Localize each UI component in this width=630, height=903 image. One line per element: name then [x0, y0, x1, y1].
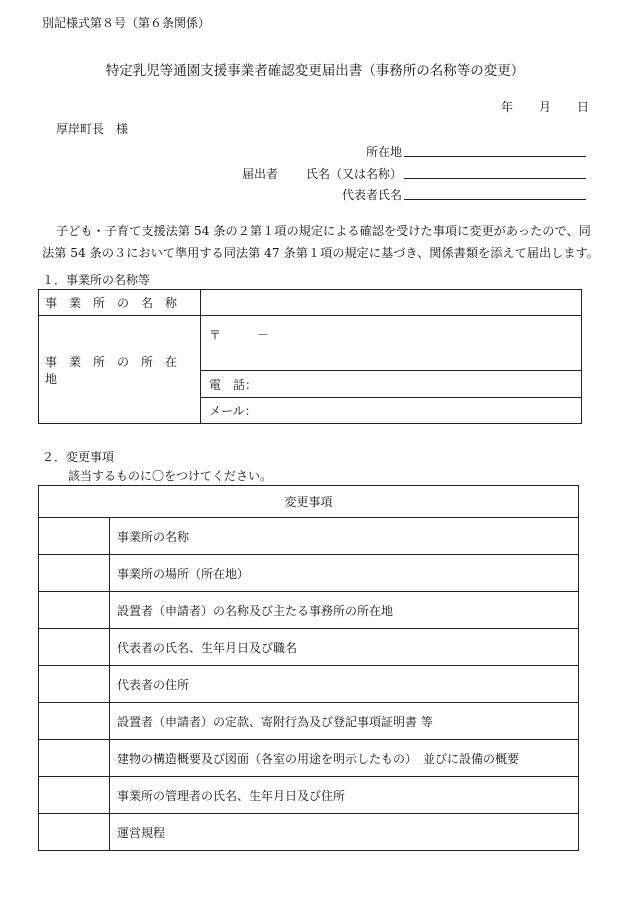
address-label: 所在地 — [366, 145, 403, 159]
change-item: 運営規程 — [110, 814, 579, 851]
change-item: 設置者（申請者）の名称及び主たる事務所の所在地 — [110, 592, 579, 629]
facility-address-label: 事 業 所 の 所 在 地 — [39, 316, 201, 424]
email-field[interactable]: メール： — [201, 398, 582, 424]
page-title: 特定乳児等通園支援事業者確認変更届出書（事務所の名称等の変更） — [105, 63, 525, 79]
addressee: 厚岸町長 様 — [56, 122, 129, 136]
address-line[interactable] — [404, 143, 586, 157]
mark-cell[interactable] — [39, 555, 110, 592]
body-line-2: 法第 54 条の３において準用する同法第 47 条第１項の規定に基づき、関係書類を添えて届出します。 — [42, 246, 599, 260]
section1-heading: １．事業所の名称等 — [42, 273, 151, 287]
notifier-label: 届出者 — [242, 167, 279, 181]
change-item: 事業所の名称 — [110, 518, 579, 555]
rep-line[interactable] — [404, 186, 586, 200]
postal-field[interactable]: 〒 － — [201, 316, 582, 371]
date-day: 日 — [577, 100, 590, 114]
mark-cell[interactable] — [39, 629, 110, 666]
section2-heading: ２．変更事項 — [42, 450, 115, 464]
change-item: 代表者の住所 — [110, 666, 579, 703]
date-year: 年 — [501, 100, 514, 114]
change-items-header: 変更事項 — [39, 486, 579, 518]
change-item: 設置者（申請者）の定款、寄附行為及び登記事項証明書 等 — [110, 703, 579, 740]
mark-cell[interactable] — [39, 777, 110, 814]
rep-label: 代表者氏名 — [342, 188, 403, 202]
mark-cell[interactable] — [39, 666, 110, 703]
change-item: 建物の構造概要及び図面（各室の用途を明示したもの） 並びに設備の概要 — [110, 740, 579, 777]
phone-field[interactable]: 電 話： — [201, 371, 582, 398]
mark-cell[interactable] — [39, 592, 110, 629]
facility-name-field[interactable] — [201, 290, 582, 316]
name-label: 氏名（又は名称） — [306, 167, 403, 181]
date-month: 月 — [539, 100, 552, 114]
change-item: 代表者の氏名、生年月日及び職名 — [110, 629, 579, 666]
mark-cell[interactable] — [39, 518, 110, 555]
mark-cell[interactable] — [39, 740, 110, 777]
section2-instruction: 該当するものに〇をつけてください。 — [68, 469, 273, 483]
facility-name-label: 事 業 所 の 名 称 — [39, 290, 201, 316]
facility-table — [38, 289, 582, 424]
form-number: 別記様式第８号（第６条関係） — [42, 16, 211, 30]
change-item: 事業所の管理者の氏名、生年月日及び住所 — [110, 777, 579, 814]
mark-cell[interactable] — [39, 703, 110, 740]
name-line[interactable] — [404, 165, 586, 179]
body-line-1: 子ども・子育て支援法第 54 条の２第１項の規定による確認を受けた事項に変更があったので、同 — [56, 224, 591, 238]
change-items-table — [38, 485, 579, 851]
change-item: 事業所の場所（所在地） — [110, 555, 579, 592]
mark-cell[interactable] — [39, 814, 110, 851]
